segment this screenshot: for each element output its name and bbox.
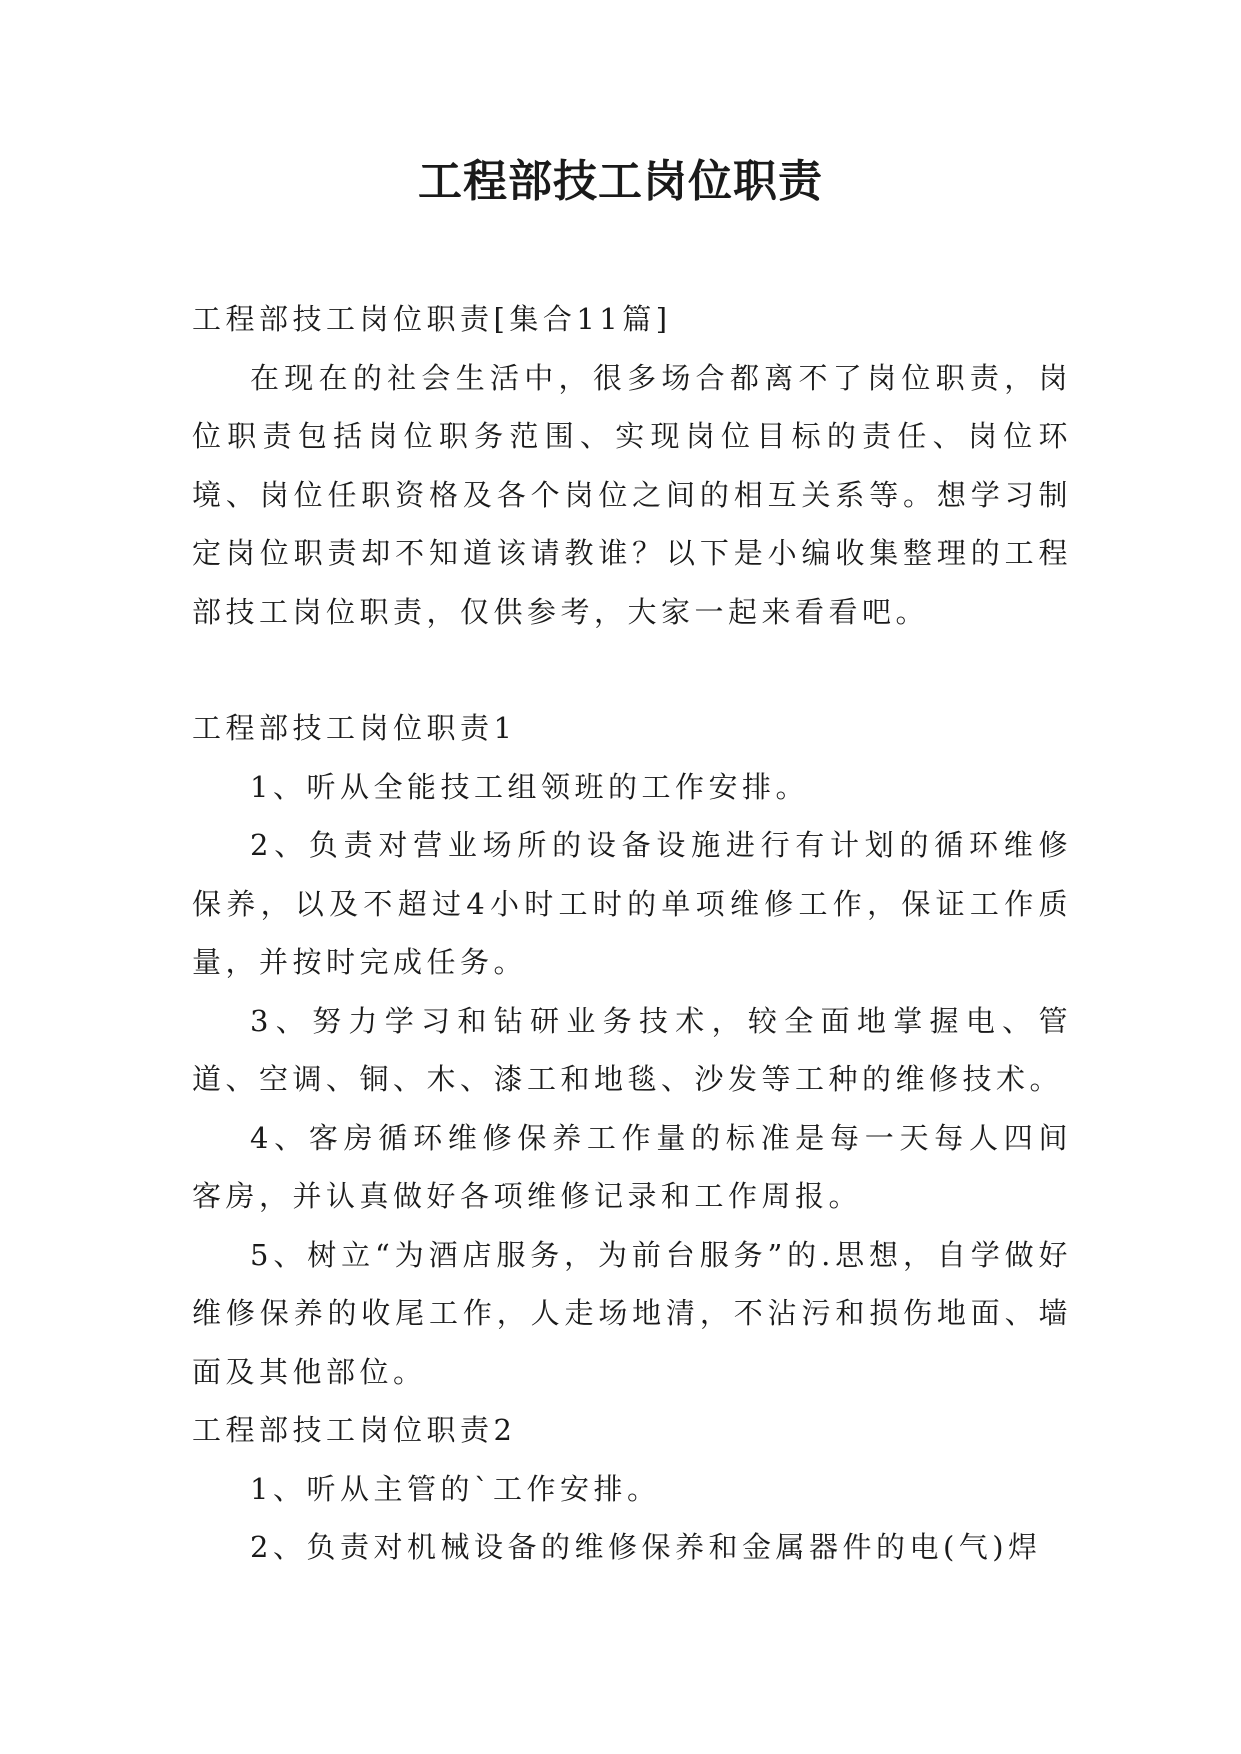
list-item: 2、负责对营业场所的设备设施进行有计划的循环维修保养，以及不超过4小时工时的单项维修工作，保证工作质量，并按时完成任务。	[192, 828, 1072, 979]
document-body	[192, 290, 1072, 1577]
list-item: 1、听从全能技工组领班的工作安排。	[250, 769, 809, 804]
list-item: 2、负责对机械设备的维修保养和金属器件的电(气)焊	[250, 1530, 1042, 1564]
list-item: 5、树立“为酒店服务，为前台服务”的.思想，自学做好维修保养的收尾工作，人走场地清，不沾污和损伤地面、墙面及其他部位。	[192, 1237, 1072, 1389]
section-heading: 工程部技工岗位职责1	[192, 711, 517, 745]
list-item: 3、努力学习和钻研业务技术，较全面地掌握电、管道、空调、铜、木、漆工和地毯、沙发等工种的维修技术。	[192, 1003, 1072, 1096]
section-heading: 工程部技工岗位职责2	[192, 1413, 517, 1447]
list-item: 4、客房循环维修保养工作量的标准是每一天每人四间客房，并认真做好各项维修记录和工作周报。	[192, 1120, 1072, 1213]
intro-paragraph: 在现在的社会生活中，很多场合都离不了岗位职责，岗位职责包括岗位职务范围、实现岗位目标的责任、岗位环境、岗位任职资格及各个岗位之间的相互关系等。想学习制定岗位职责却不知道该请教谁？以下是小编收集整理的工程部技工岗位职责，仅供参考，大家一起来看看吧。	[192, 360, 1072, 629]
page-title: 工程部技工岗位职责	[418, 156, 823, 207]
list-item: 1、听从主管的`工作安排。	[250, 1471, 661, 1506]
document-subtitle: 工程部技工岗位职责[集合11篇]	[192, 302, 672, 336]
